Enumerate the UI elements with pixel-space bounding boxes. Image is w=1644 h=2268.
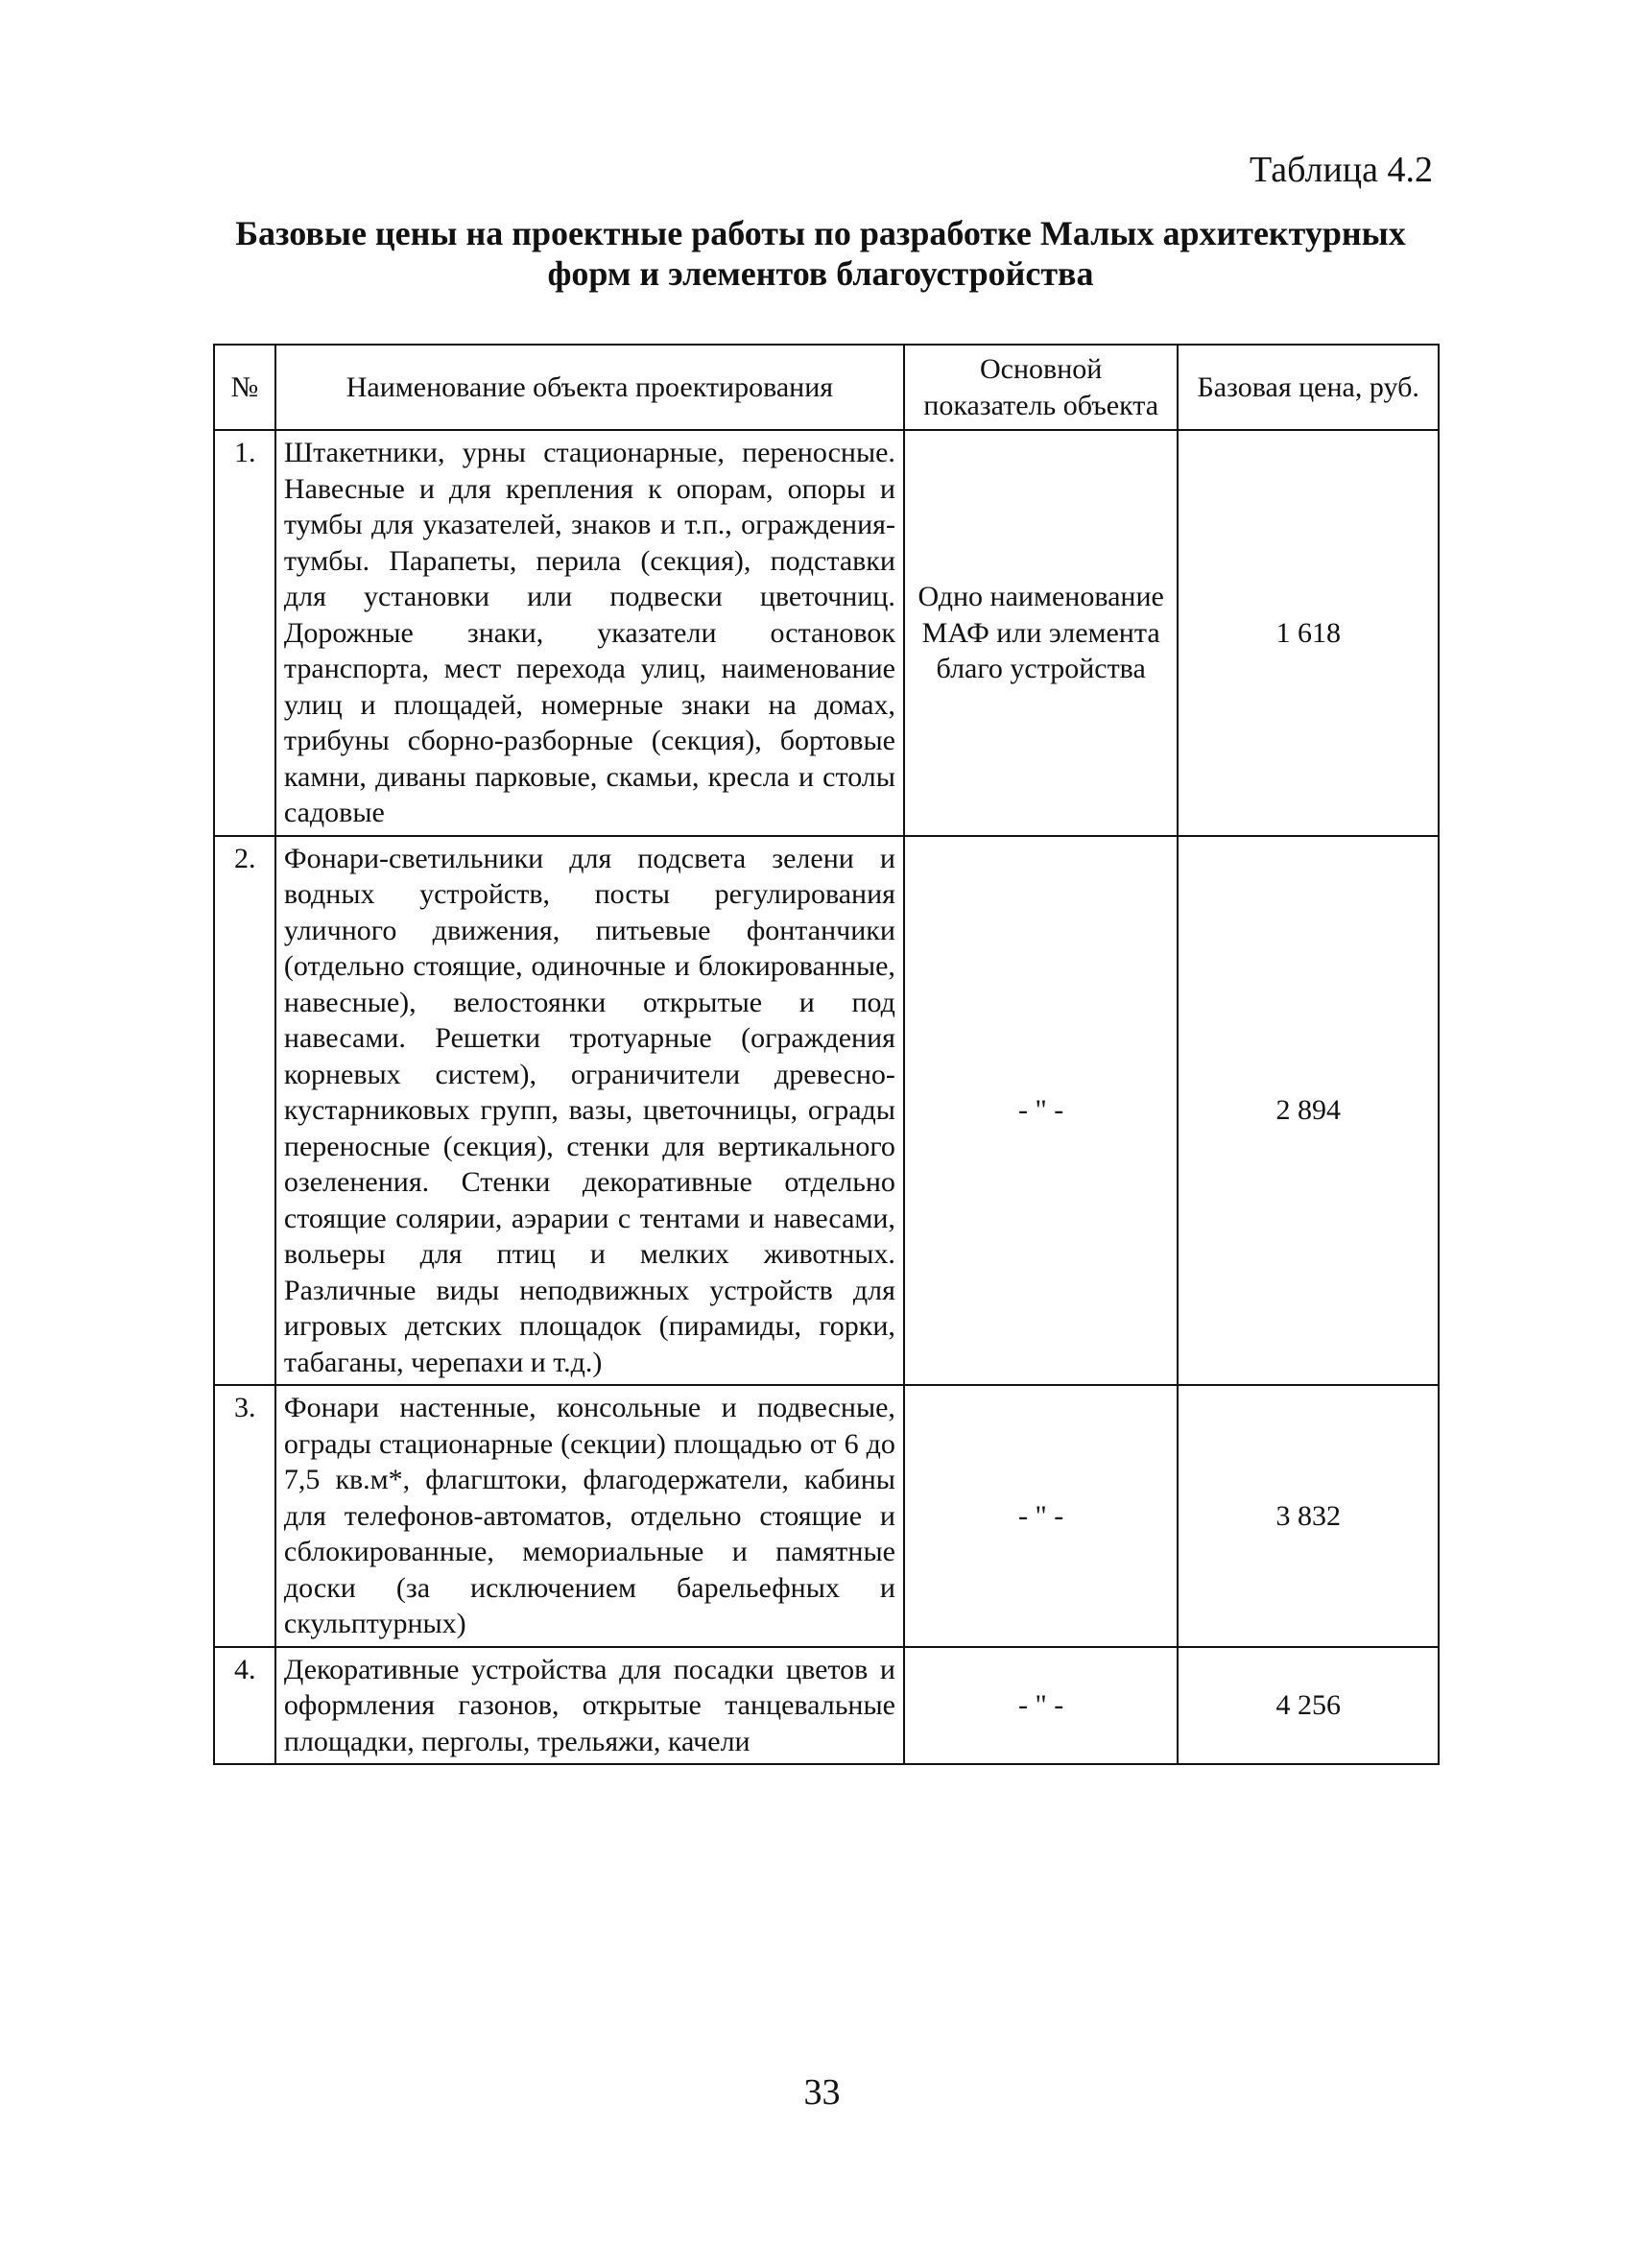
header-price: Базовая цена, руб. bbox=[1178, 345, 1439, 430]
row-indicator: Одно наименование МАФ или элемента благо устройства bbox=[904, 430, 1178, 836]
header-indicator: Основной показатель объекта bbox=[904, 345, 1178, 430]
row-object-name: Фонари настенные, консольные и подвесные, ограды стационарные (секции) площадью от 6 до 7,5 кв.м*, флагштоки, флагодержатели, кабины для телефонов-автоматов, отдельно стоящие и сблокированные, мемориальные и памятные доски (за исключением барельефных и скульптурных) bbox=[275, 1385, 904, 1647]
page-number: 33 bbox=[803, 2072, 841, 2113]
row-number: 3. bbox=[214, 1385, 275, 1647]
price-table bbox=[213, 344, 1440, 1765]
table-row bbox=[214, 430, 1439, 836]
row-indicator: - " - bbox=[904, 836, 1178, 1386]
row-object-name: Декоративные устройства для посадки цветов и оформления газонов, открытые танцевальные площадки, перголы, трельяжи, качели bbox=[275, 1647, 904, 1765]
table-row bbox=[214, 1647, 1439, 1765]
row-price: 1 618 bbox=[1178, 430, 1439, 836]
row-price: 4 256 bbox=[1178, 1647, 1439, 1765]
table-row bbox=[214, 1385, 1439, 1647]
header-num: № bbox=[214, 345, 275, 430]
table-header-row bbox=[214, 345, 1439, 430]
row-price: 2 894 bbox=[1178, 836, 1439, 1386]
row-indicator: - " - bbox=[904, 1385, 1178, 1647]
table-label: Таблица 4.2 bbox=[1249, 150, 1433, 190]
row-price: 3 832 bbox=[1178, 1385, 1439, 1647]
row-number: 4. bbox=[214, 1647, 275, 1765]
table-title: Базовые цены на проектные работы по разработке Малых архитектурных форм и элементов благоустройства bbox=[235, 214, 1406, 293]
table-row bbox=[214, 836, 1439, 1386]
row-object-name: Фонари-светильники для подсвета зелени и водных устройств, посты регулирования уличного движения, питьевые фонтанчики (отдельно стоящие, одиночные и блокированные, навесные), велостоянки открытые и под навесами. Решетки тротуарные (ограждения корневых систем), ограничители древесно-кустарниковых групп, вазы, цветочницы, ограды переносные (секция), стенки для вертикального озеленения. Стенки декоративные отдельно стоящие солярии, аэрарии с тентами и навесами, вольеры для птиц и мелких животных. Различные виды неподвижных устройств для игровых детских площадок (пирамиды, горки, табаганы, черепахи и т.д.) bbox=[275, 836, 904, 1386]
row-number: 2. bbox=[214, 836, 275, 1386]
row-indicator: - " - bbox=[904, 1647, 1178, 1765]
header-name: Наименование объекта проектирования bbox=[275, 345, 904, 430]
row-object-name: Штакетники, урны стационарные, переносные. Навесные и для крепления к опорам, опоры и тумбы для указателей, знаков и т.п., ограждения-тумбы. Парапеты, перила (секция), подставки для установки или подвески цветочниц. Дорожные знаки, указатели остановок транспорта, мест перехода улиц, наименование улиц и площадей, номерные знаки на домах, трибуны сборно-разборные (секция), бортовые камни, диваны парковые, скамьи, кресла и столы садовые bbox=[275, 430, 904, 836]
row-number: 1. bbox=[214, 430, 275, 836]
